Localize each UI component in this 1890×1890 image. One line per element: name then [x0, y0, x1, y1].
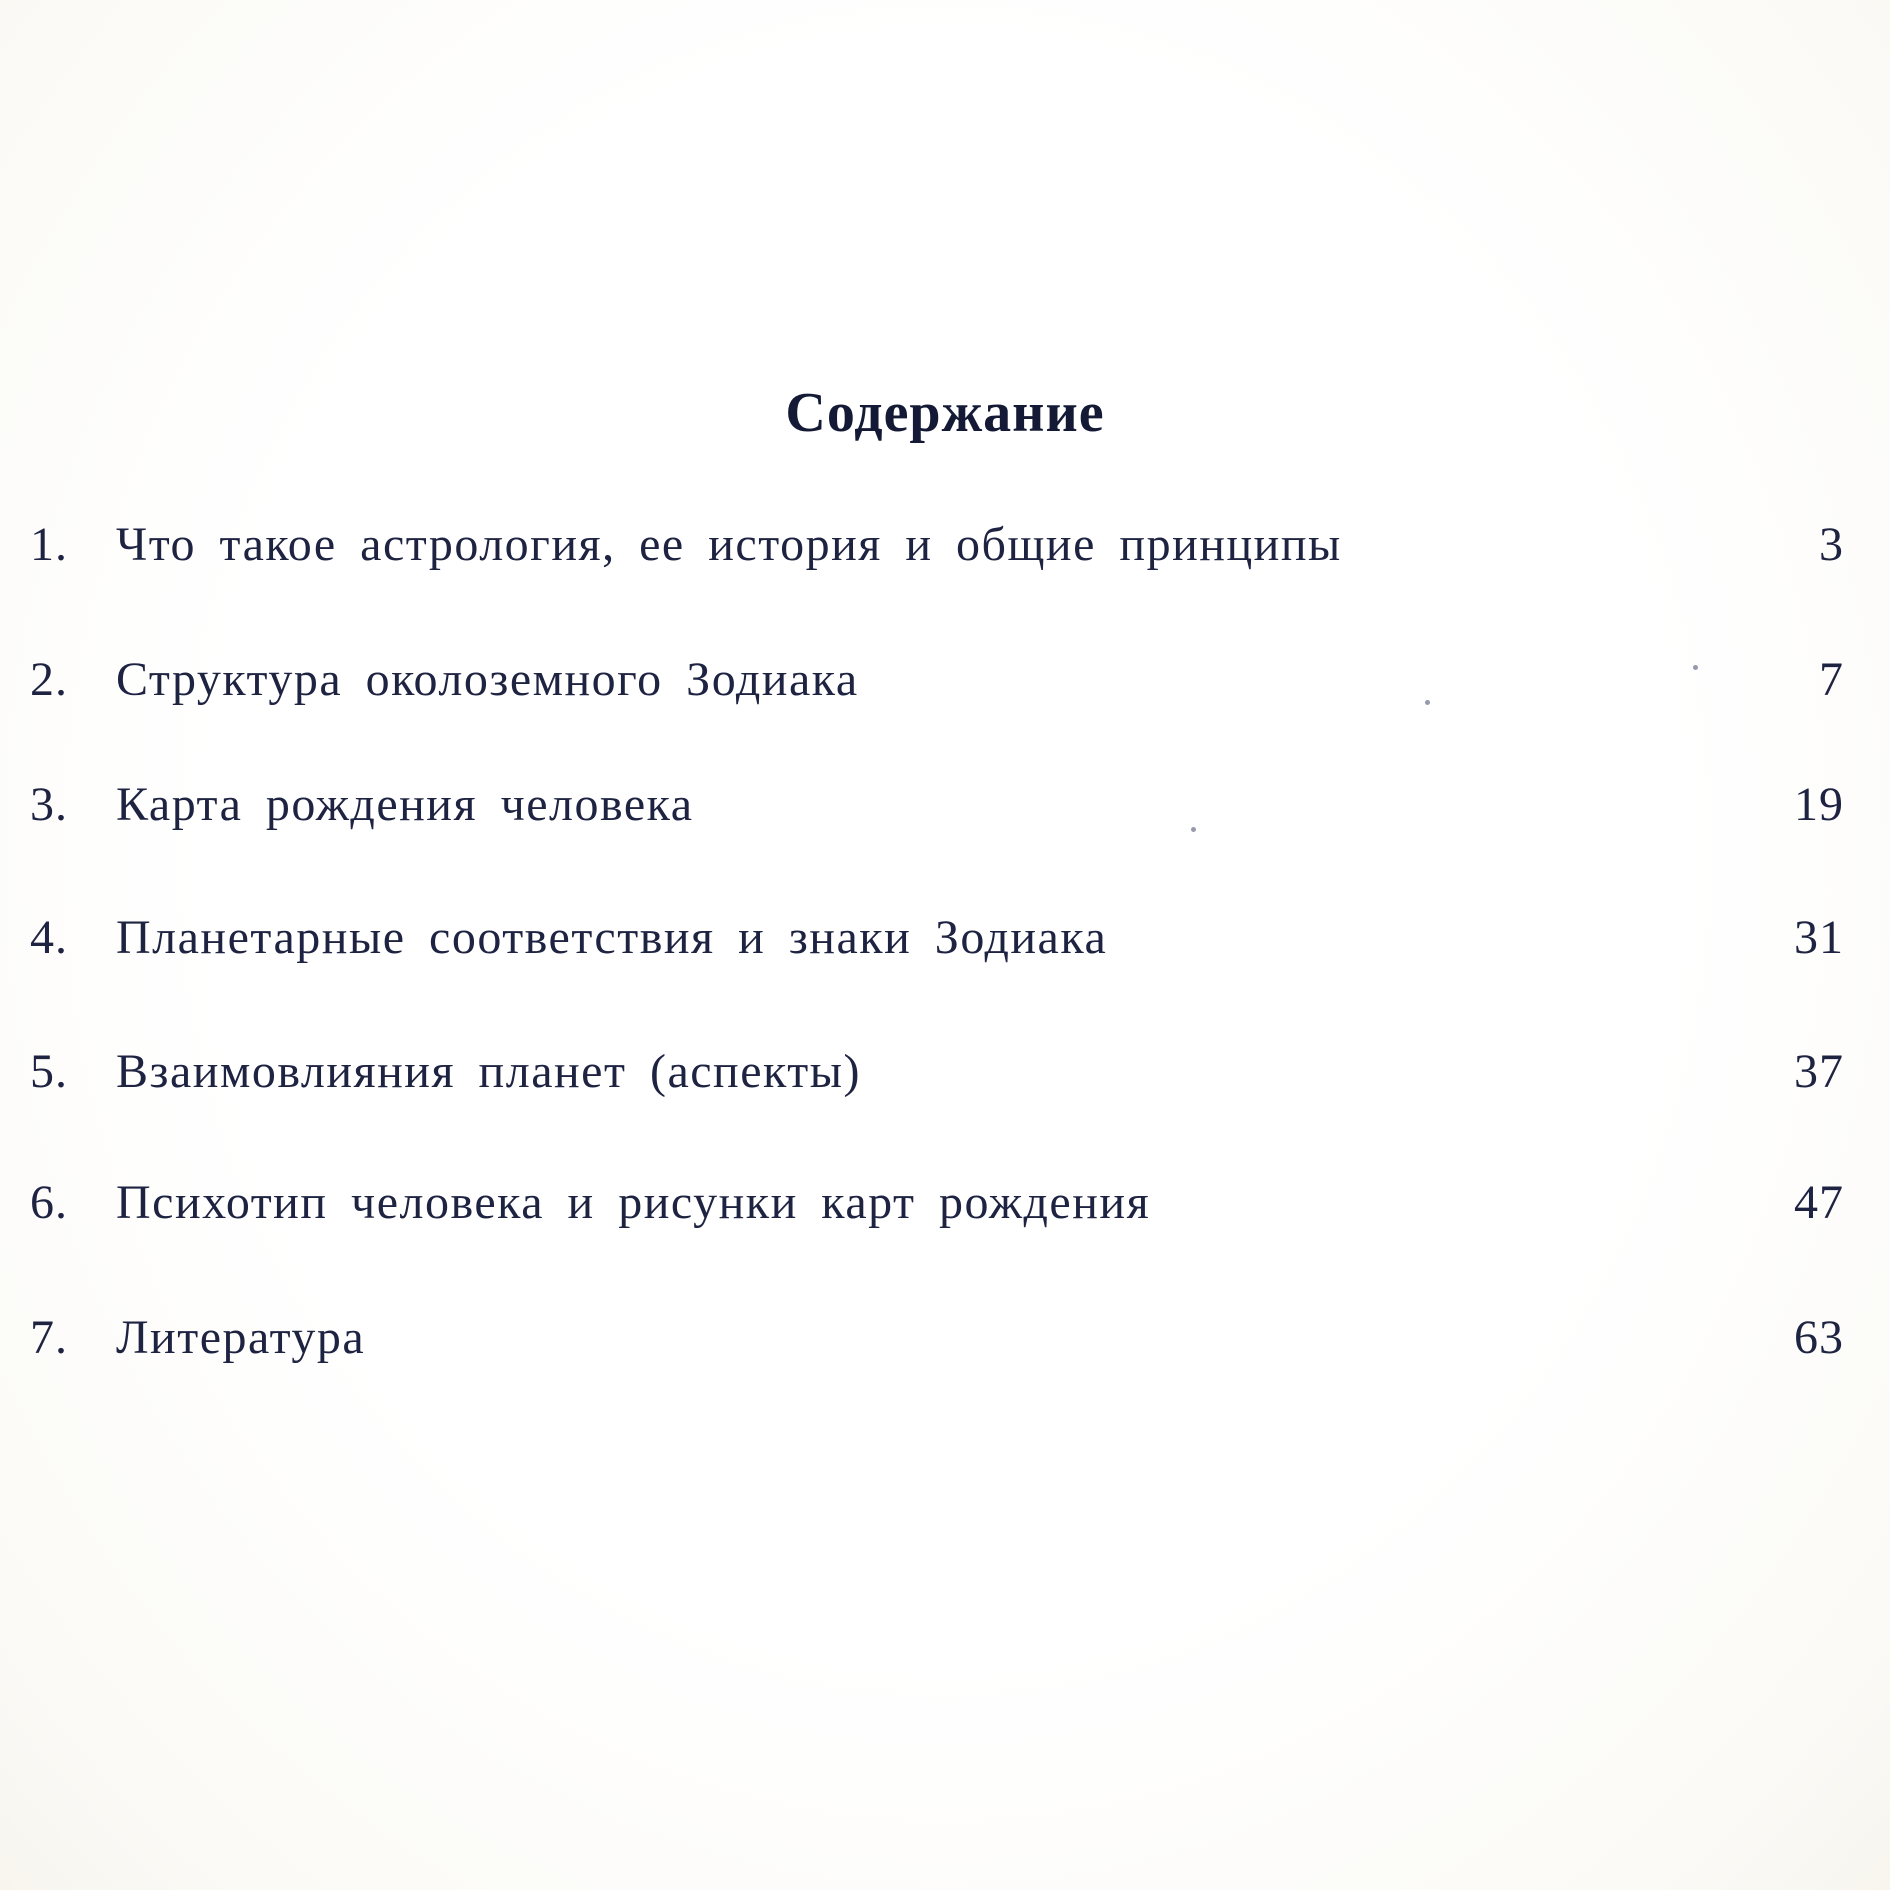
toc-entry-page: 19: [1794, 778, 1844, 831]
toc-entry-title: Карта рождения человека: [116, 778, 694, 831]
toc-entry: [30, 653, 1844, 706]
toc-entry-page: 63: [1794, 1311, 1844, 1364]
toc-entry-number: 6.: [30, 1176, 68, 1229]
toc-entry-page: 7: [1819, 653, 1844, 706]
toc-entry-page: 3: [1819, 518, 1844, 571]
toc-entry-title: Планетарные соответствия и знаки Зодиака: [116, 911, 1108, 964]
toc-entry: [30, 911, 1844, 964]
toc-entry-number: 7.: [30, 1311, 68, 1364]
scan-dust-speck: [1191, 827, 1196, 832]
toc-entry-title: Что такое астрология, ее история и общие принципы: [116, 518, 1342, 571]
toc-entry: [30, 1311, 1844, 1364]
toc-entry-page: 31: [1794, 911, 1844, 964]
toc-entry-title: Структура околоземного Зодиака: [116, 653, 859, 706]
toc-entry-page: 37: [1794, 1045, 1844, 1098]
scan-dust-speck: [1425, 700, 1430, 705]
toc-entry-title: Литература: [116, 1311, 366, 1364]
toc-entry: [30, 518, 1844, 571]
toc-entry-number: 5.: [30, 1045, 68, 1098]
toc-entry-page: 47: [1794, 1176, 1844, 1229]
toc-entry: [30, 1176, 1844, 1229]
toc-entry-number: 2.: [30, 653, 68, 706]
scan-dust-speck: [1693, 665, 1698, 670]
page-title: Содержание: [785, 382, 1105, 444]
toc-entry-title: Психотип человека и рисунки карт рождения: [116, 1176, 1151, 1229]
toc-entry: [30, 1045, 1844, 1098]
toc-entry-number: 3.: [30, 778, 68, 831]
toc-entry-title: Взаимовлияния планет (аспекты): [116, 1045, 861, 1098]
toc-entry-number: 1.: [30, 518, 68, 571]
toc-entry-number: 4.: [30, 911, 68, 964]
toc-entry: [30, 778, 1844, 831]
